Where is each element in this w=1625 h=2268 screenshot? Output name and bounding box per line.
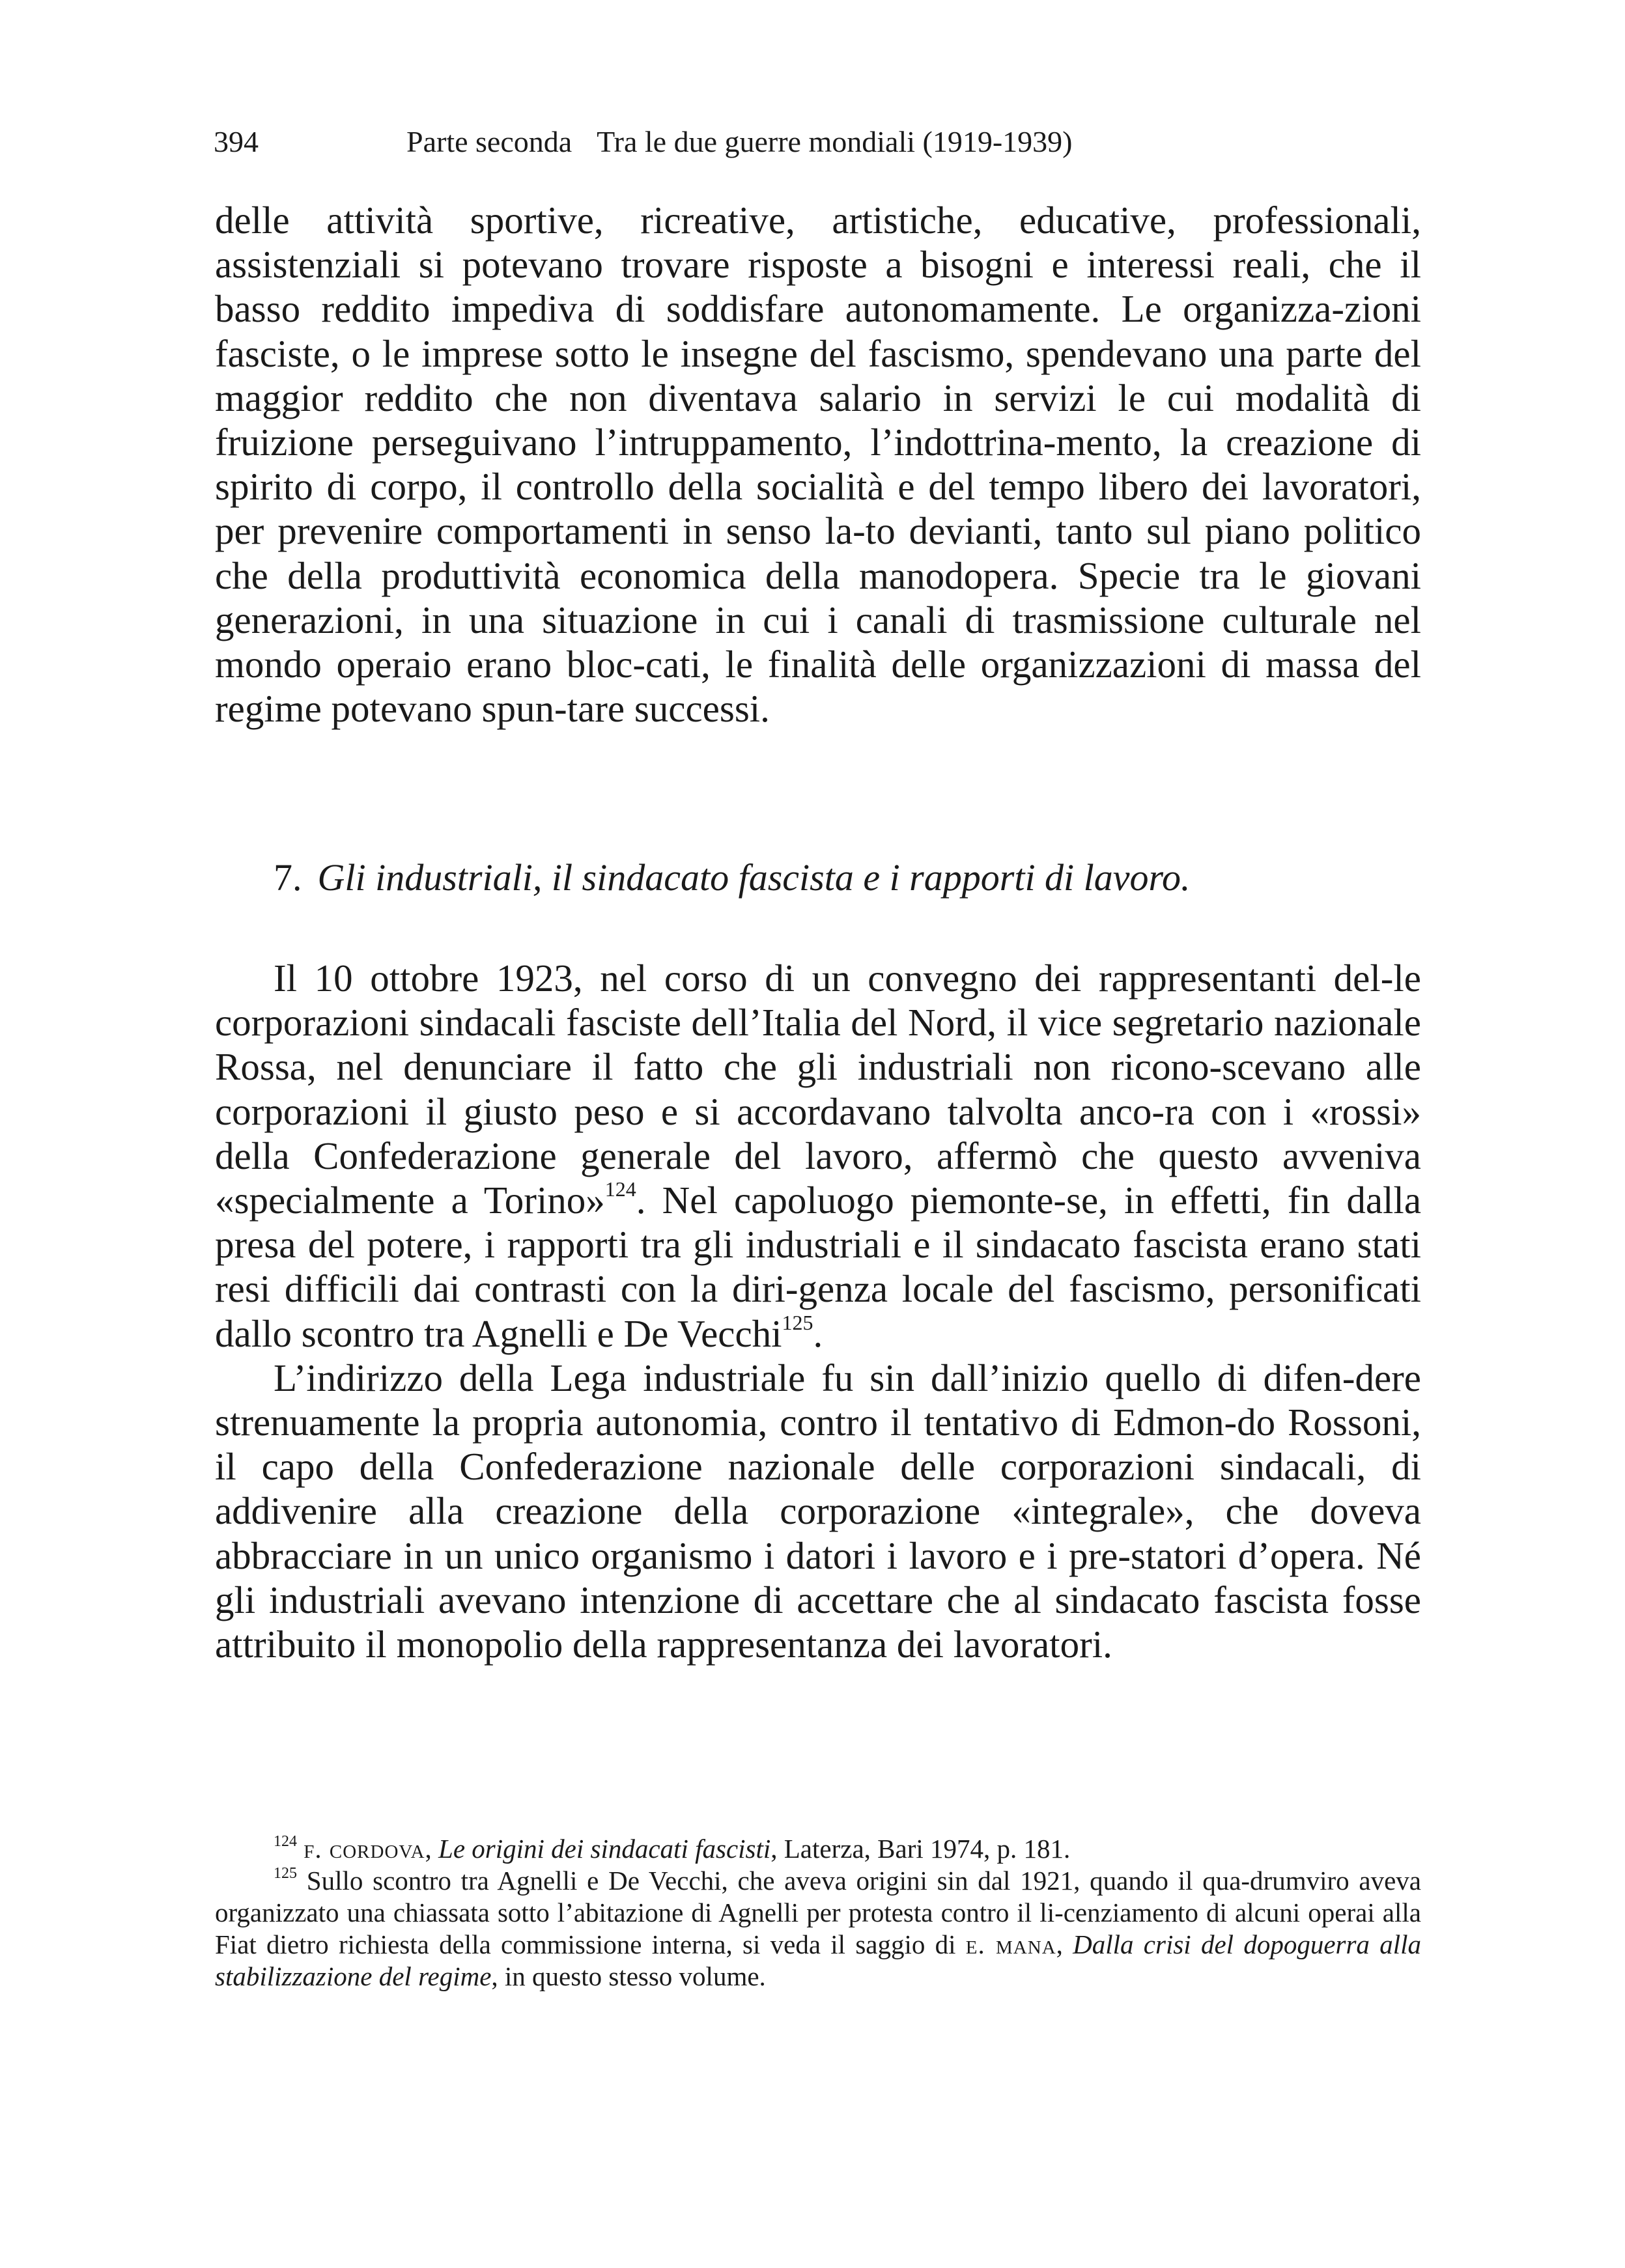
section-heading [274, 854, 1420, 901]
paragraph-2-text: Il 10 ottobre 1923, nel corso di un convegno dei rappresentanti del-le corporazioni sindacali fasciste dell’Italia del Nord, il vice segretario nazionale Rossa, nel denunciare il fatto che gli industriali non ricono-scevano alle corporazioni il giusto peso e si accordavano talvolta anco-ra con i «rossi» della Confederazione generale del lavoro, affermò che questo avveniva «specialmente a Torino» [215, 957, 1421, 1222]
paragraph-2 [215, 956, 1421, 1356]
footnote-124 [215, 1833, 1421, 1865]
footnote-author: e. mana [965, 1929, 1056, 1959]
running-head-title: Tra le due guerre mondiali (1919-1939) [597, 125, 1073, 158]
footnote-ref-124[interactable]: 124 [604, 1177, 636, 1201]
body-text-top [215, 198, 1421, 731]
footnotes [215, 1833, 1421, 1993]
footnote-number: 124 [274, 1833, 297, 1850]
paragraph-2-text-c: . [813, 1311, 823, 1355]
paragraph-1: delle attività sportive, ricreative, artistiche, educative, professionali, assistenziali si potevano trovare risposte a bisogni e interessi reali, che il basso reddito impediva di soddisfare autonomamente. Le organizza-zioni fasciste, o le imprese sotto le insegne del fascismo, spendevano una parte del maggior reddito che non diventava salario in servizi le cui modalità di fruizione perseguivano l’intruppamento, l’indottrina-mento, la creazione di spirito di corpo, il controllo della socialità e del tempo libero dei lavoratori, per prevenire comportamenti in senso la-to devianti, tanto sul piano politico che della produttività economica della manodopera. Specie tra le giovani generazioni, in una situazione in cui i canali di trasmissione culturale nel mondo operaio erano bloc-cati, le finalità delle organizzazioni di massa del regime potevano spun-tare successi. [215, 199, 1421, 731]
paragraph-3: L’indirizzo della Lega industriale fu sin dall’inizio quello di difen-dere strenuamente la propria autonomia, contro il tentativo di Edmon-do Rossoni, il capo della Confederazione nazionale delle corporazioni sindacali, di addivenire alla creazione della corporazione «integrale», che doveva abbracciare in un unico organismo i datori i lavoro e i pre-statori d’opera. Né gli industriali avevano intenzione di accettare che al sindacato fascista fosse attribuito il monopolio della rappresentanza dei lavoratori. [215, 1356, 1421, 1666]
footnote-text: Sullo scontro tra Agnelli e De Vecchi, che aveva origini sin dal 1921, quando il qua-drumviro aveva organizzato una chiassata sotto l’abitazione di Agnelli per protesta contro il li-cenziamento di alcuni operai alla Fiat dietro richiesta della commissione interna, si veda il saggio di [215, 1866, 1421, 1959]
footnote-title: Dalla crisi del dopoguerra alla stabilizzazione del regime [215, 1929, 1421, 1991]
running-head-part: Parte seconda [406, 125, 572, 158]
body-text-section [215, 956, 1421, 1666]
footnote-125 [215, 1865, 1421, 1993]
footnote-separator: , [1056, 1929, 1073, 1959]
footnote-rest: , Laterza, Bari 1974, p. 181. [770, 1834, 1071, 1864]
page-number: 394 [214, 125, 259, 158]
section-number: 7. [274, 856, 302, 899]
section-title: Gli industriali, il sindacato fascista e i rapporti di lavoro. [317, 856, 1191, 899]
footnote-ref-125[interactable]: 125 [782, 1310, 813, 1334]
footnote-separator: , [425, 1834, 439, 1864]
footnote-rest: , in questo stesso volume. [491, 1961, 766, 1991]
footnote-title: Le origini dei sindacati fascisti [438, 1834, 771, 1864]
running-head [214, 122, 1425, 161]
footnote-author: f. cordova [304, 1834, 425, 1864]
footnote-number: 125 [274, 1865, 297, 1882]
paragraph-2-text-b: . Nel capoluogo piemonte-se, in effetti, fin dalla presa del potere, i rapporti tra gli industriali e il sindacato fascista erano stati resi difficili dai contrasti con la diri-genza locale del fascismo, personificati dallo scontro tra Agnelli e De Vecchi [215, 1179, 1422, 1355]
